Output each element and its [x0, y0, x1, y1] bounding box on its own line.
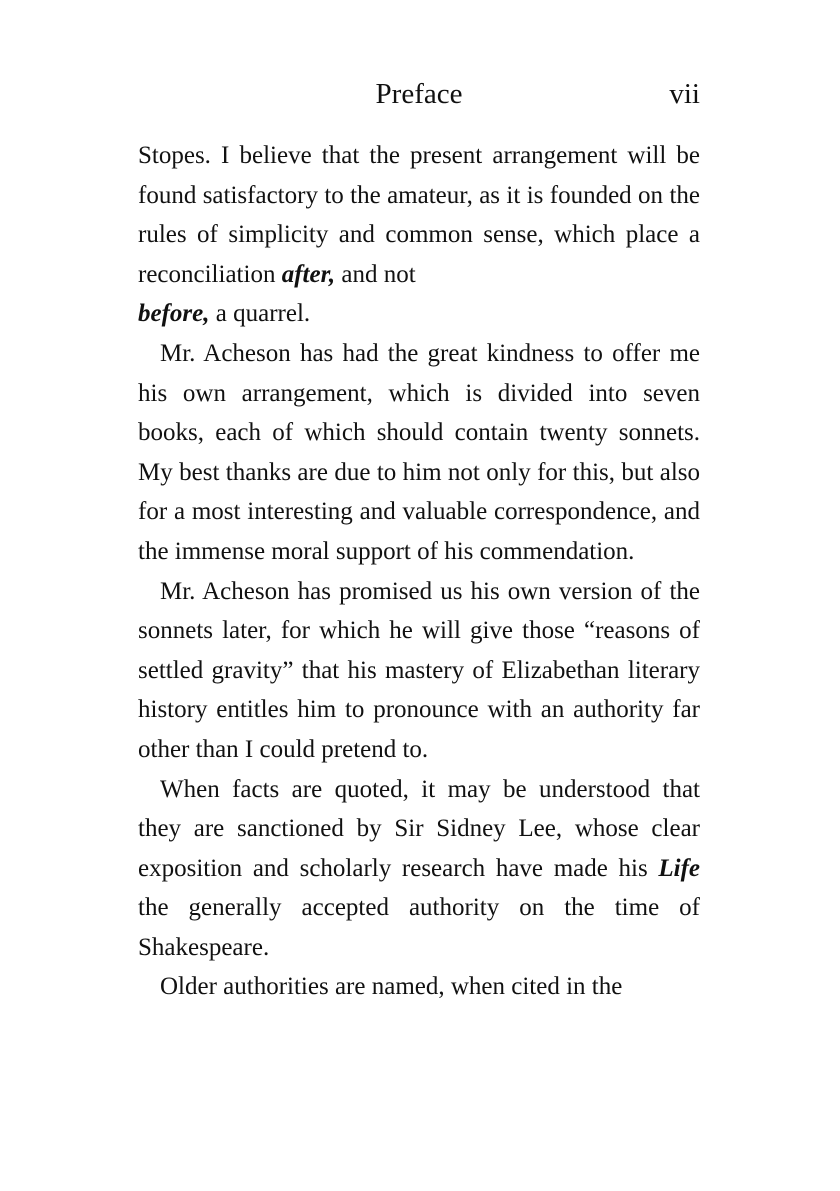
paragraph-5: Older authorities are named, when cited in the: [160, 973, 623, 1001]
running-head: [138, 74, 700, 114]
paragraph-4: [138, 770, 700, 968]
paragraph-4-text-b: the generally accepted authority on the time of Shakespeare.: [138, 894, 700, 961]
body-text: [138, 136, 700, 1007]
paragraph-1-text-a: Stopes. I believe that the present arrangement will be found satisfactory to the amateur, as it is founded on the rules of simplicity and common sense, which place a reconciliation: [138, 142, 700, 288]
emphasis-before: before,: [138, 300, 210, 328]
paragraph-2: Mr. Acheson has had the great kindness to offer me his own arrangement, which is divided into seven books, each of which should contain twenty sonnets. My best thanks are due to him not only for this, but also for a most interesting and valuable correspondence, and the immense moral support of his commendation.: [138, 339, 700, 565]
paragraph-1-text-c: a quarrel.: [209, 300, 311, 328]
emphasis-life: Life: [658, 854, 700, 882]
emphasis-after: after,: [281, 260, 336, 288]
page-number: vii: [669, 78, 700, 110]
paragraph-4-text-a: When facts are quoted, it may be understood that they are sanctioned by Sir Sidney Lee, whose clear exposition and scholarly research have made his: [138, 775, 700, 882]
paragraph-1: [138, 136, 700, 334]
paragraph-1-text-b: and not: [335, 260, 416, 288]
paragraph-3: Mr. Acheson has promised us his own version of the sonnets later, for which he will give those “reasons of settled gravity” that his mastery of Elizabethan literary history entitles him to pronounce with an authority far other than I could pretend to.: [138, 577, 700, 763]
page-title: Preface: [375, 78, 463, 110]
